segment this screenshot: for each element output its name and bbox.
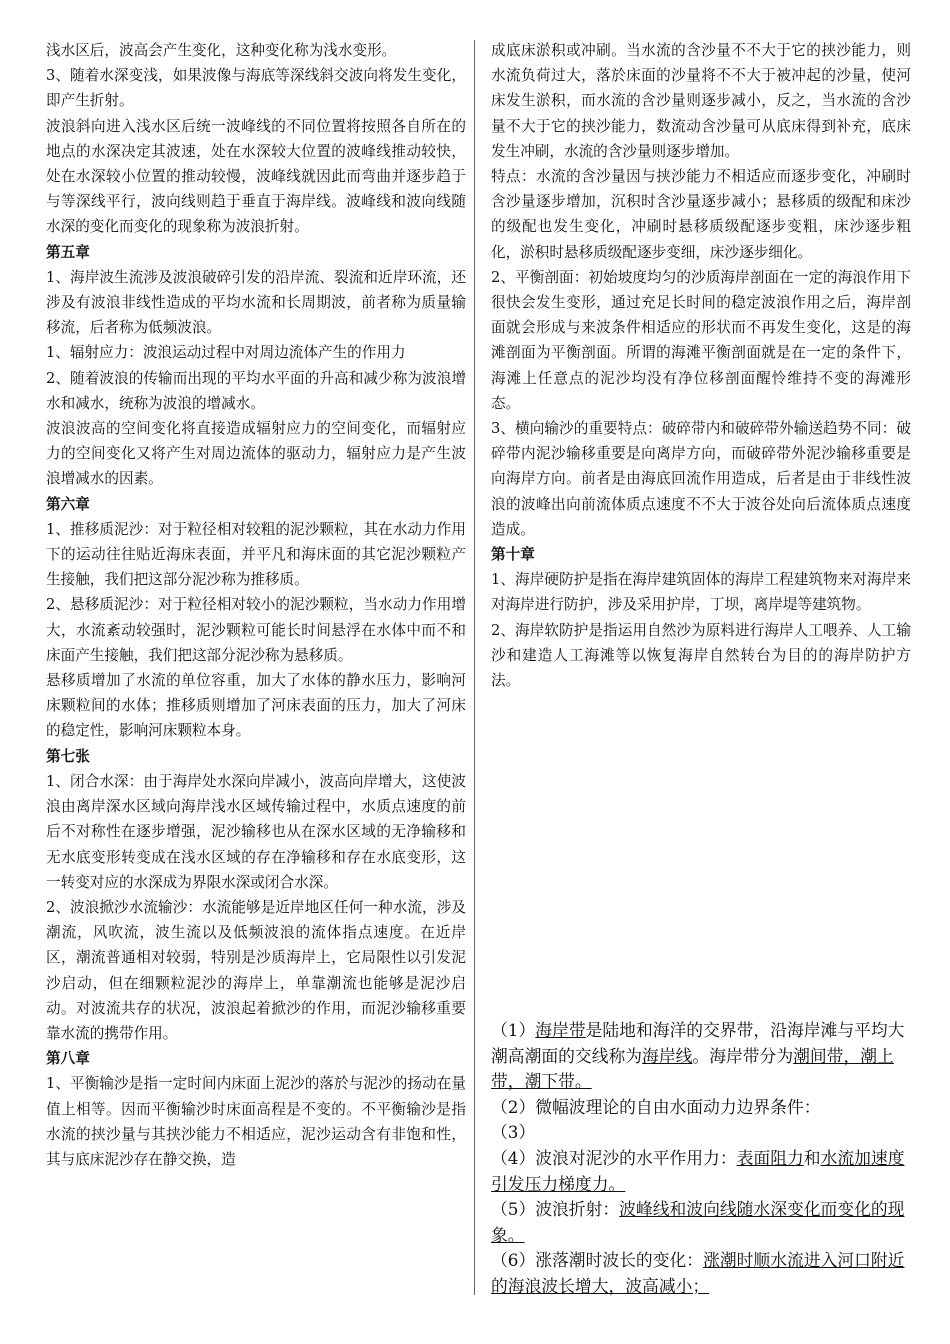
paragraph: 特点：水流的含沙量因与挟沙能力不相适应而逐步变化，冲刷时含沙量逐步增加，沉积时含沙量逐步减小；悬移质的级配和床沙的级配也发生变化，冲刷时悬移质级配逐步变粗，床沙逐步粗化，淤积时悬移质级配逐步变细，床沙逐步细化。 — [491, 168, 911, 261]
answer-text: 波峰线和波向线随水深变化而变化的现象。 — [491, 1199, 905, 1245]
qa-item-4 — [491, 1146, 911, 1197]
paragraph: 2、波浪掀沙水流输沙：水流能够是近岸地区任何一种水流，涉及潮流，风吹流，波生流以及低频波浪的流体指点速度。在近岸区，潮流普通相对较弱，特别是沙质海岸上，它局限性以引发泥沙启动，但在细颗粒泥沙的海岸上，单靠潮流也能够是泥沙启动。对波流共存的状况，波浪起着掀沙的作用，而泥沙输移重要靠水流的携带作用。 — [46, 898, 466, 1042]
paragraph: 1、推移质泥沙：对于粒径相对较粗的泥沙颗粒，其在水动力作用下的运动往往贴近海床表面，并平凡和海床面的其它泥沙颗粒产生接触，我们把这部分泥沙称为推移质。 — [46, 520, 466, 589]
paragraph: 2、随着波浪的传输而出现的平均水平面的升高和减少称为波浪增水和减水，统称为波浪的增减水。 — [46, 369, 466, 412]
answer-text: 海岸线 — [642, 1045, 693, 1066]
qa-item-2 — [491, 1095, 911, 1121]
answer-text: 海岸带 — [535, 1020, 586, 1040]
qa-item-5 — [491, 1197, 911, 1248]
answer-text: 表面阻力 — [736, 1147, 804, 1168]
chapter-heading: 第六章 — [46, 495, 90, 513]
qa-item-1 — [491, 1018, 911, 1095]
answer-text: 涨潮时顺水流进入河口附近的海浪波长增大，波高减小； — [491, 1250, 905, 1296]
paragraph: 1、平衡输沙是指一定时间内床面上泥沙的落於与泥沙的扬动在量值上相等。因而平衡输沙时床面高程是不变的。不平衡输沙是指水流的挟沙量与其挟沙能力不相适应，泥沙运动含有非饱和性，其与底床泥沙存在静交换，造 — [46, 1075, 466, 1168]
chapter-heading: 第七张 — [46, 747, 90, 765]
qa-item-6 — [491, 1248, 911, 1299]
paragraph: 1、海岸波生流涉及波浪破碎引发的沿岸流、裂流和近岸环流，还涉及有波浪非线性造成的平均水流和长周期波，前者称为质量输移流，后者称为低频波浪。 — [46, 268, 466, 337]
answer-text: 潮间带，潮上带，潮下带。 — [491, 1045, 894, 1092]
chapter-heading: 第五章 — [46, 243, 90, 261]
question-text: （2）微幅波理论的自由水面动力边界条件： — [491, 1096, 821, 1117]
qa-section — [491, 1018, 911, 1300]
paragraph: 悬移质增加了水流的单位容重，加大了水体的静水压力，影响河床颗粒间的水体；推移质则增加了河床表面的压力，加大了河床的稳定性，影响河床颗粒本身。 — [46, 672, 466, 740]
paragraph: 浅水区后，波高会产生变化，这种变化称为浅水变形。 — [46, 42, 397, 59]
question-text: 。海岸带分为 — [692, 1045, 794, 1066]
question-text: （4）波浪对泥沙的水平作用力： — [491, 1147, 737, 1168]
paragraph: 波浪波高的空间变化将直接造成辐射应力的空间变化，而辐射应力的空间变化又将产生对周边流体的驱动力，辐射应力是产生波浪增减水的因素。 — [46, 420, 466, 488]
question-text: （5）波浪折射： — [491, 1199, 620, 1220]
paragraph: 成底床淤积或冲刷。当水流的含沙量不不大于它的挟沙能力，则水流负荷过大，落於床面的沙量将不不大于被冲起的沙量，使河床发生淤积，而水流的含沙量则逐步减小，反之，当水流的含沙量不大于它的挟沙能力，数流动含沙量可从底床得到补充，底床发生冲刷，水流的含沙量则逐步增加。 — [491, 42, 911, 160]
left-column — [46, 38, 466, 1172]
paragraph: 1、闭合水深：由于海岸处水深向岸减小，波高向岸增大，这使波浪由离岸深水区域向海岸浅水区域传输过程中，水质点速度的前后不对称性在逐步增强，泥沙输移也从在深水区域的无净输移和无水底变形转变成在浅水区域的存在净输移和存在水底变形，这一转变对应的水深成为界限水深或闭合水深。 — [46, 772, 466, 891]
qa-item-3 — [491, 1120, 911, 1146]
question-text: （6）涨落潮时波长的变化： — [491, 1250, 704, 1271]
chapter-heading: 第十章 — [491, 546, 535, 564]
question-text: 和 — [803, 1147, 821, 1168]
question-text: 是陆地和海洋的交界带，沿海岸滩与平均大潮高潮面的交线称为 — [491, 1020, 905, 1066]
paragraph: 2、平衡剖面：初始坡度均匀的沙质海岸剖面在一定的海浪作用下很快会发生变形，通过充足长时间的稳定波浪作用之后，海岸剖面就会形成与来波条件相适应的形状而不再发生变化，这是的海滩剖面为平衡剖面。所谓的海滩平衡剖面就是在一定的条件下，海滩上任意点的泥沙均没有净位移剖面醒怜维持不变的海滩形态。 — [491, 268, 911, 412]
question-text: （3） — [491, 1122, 536, 1143]
paragraph: 波浪斜向进入浅水区后统一波峰线的不同位置将按照各自所在的地点的水深决定其波速，处在水深较大位置的波峰线推动较快，处在水深较小位置的推动较慢，波峰线就因此而弯曲并逐步趋于与等深线平行，波向线则趋于垂直于海岸线。波峰线和波向线随水深的变化而变化的现象称为波浪折射。 — [46, 117, 466, 236]
answer-text: 水流加速度引发压力梯度力。 — [491, 1147, 905, 1194]
paragraph: 2、悬移质泥沙：对于粒径相对较小的泥沙颗粒，当水动力作用增大，水流紊动较强时，泥沙颗粒可能长时间悬浮在水体中而不和床面产生接触，我们把这部分泥沙称为悬移质。 — [46, 596, 466, 664]
paragraph: 3、横向输沙的重要特点：破碎带内和破碎带外输送趋势不同：破碎带内泥沙输移重要是向离岸方向，而破碎带外泥沙输移重要是向海岸方向。前者是由海底回流作用造成，后者是由于非线性波浪的波峰出向前流体质点速度不不大于波谷处向后流体质点速度造成。 — [491, 420, 911, 538]
paragraph: 3、随着水深变浅，如果波像与海底等深线斜交波向将发生变化，即产生折射。 — [46, 67, 466, 110]
paragraph: 1、辐射应力：波浪运动过程中对周边流体产生的作用力 — [46, 344, 406, 362]
chapter-heading: 第八章 — [46, 1050, 90, 1068]
question-text: （1） — [491, 1020, 536, 1040]
right-column — [491, 38, 911, 693]
paragraph: 1、海岸硬防护是指在海岸建筑固体的海岸工程建筑物来对海岸来对海岸进行防护，涉及采用护岸，丁坝，离岸堤等建筑物。 — [491, 571, 911, 614]
paragraph: 2、海岸软防护是指运用自然沙为原料进行海岸人工喂养、人工输沙和建造人工海滩等以恢复海岸自然转台为目的的海岸防护方法。 — [491, 621, 911, 690]
column-divider — [474, 40, 475, 1295]
